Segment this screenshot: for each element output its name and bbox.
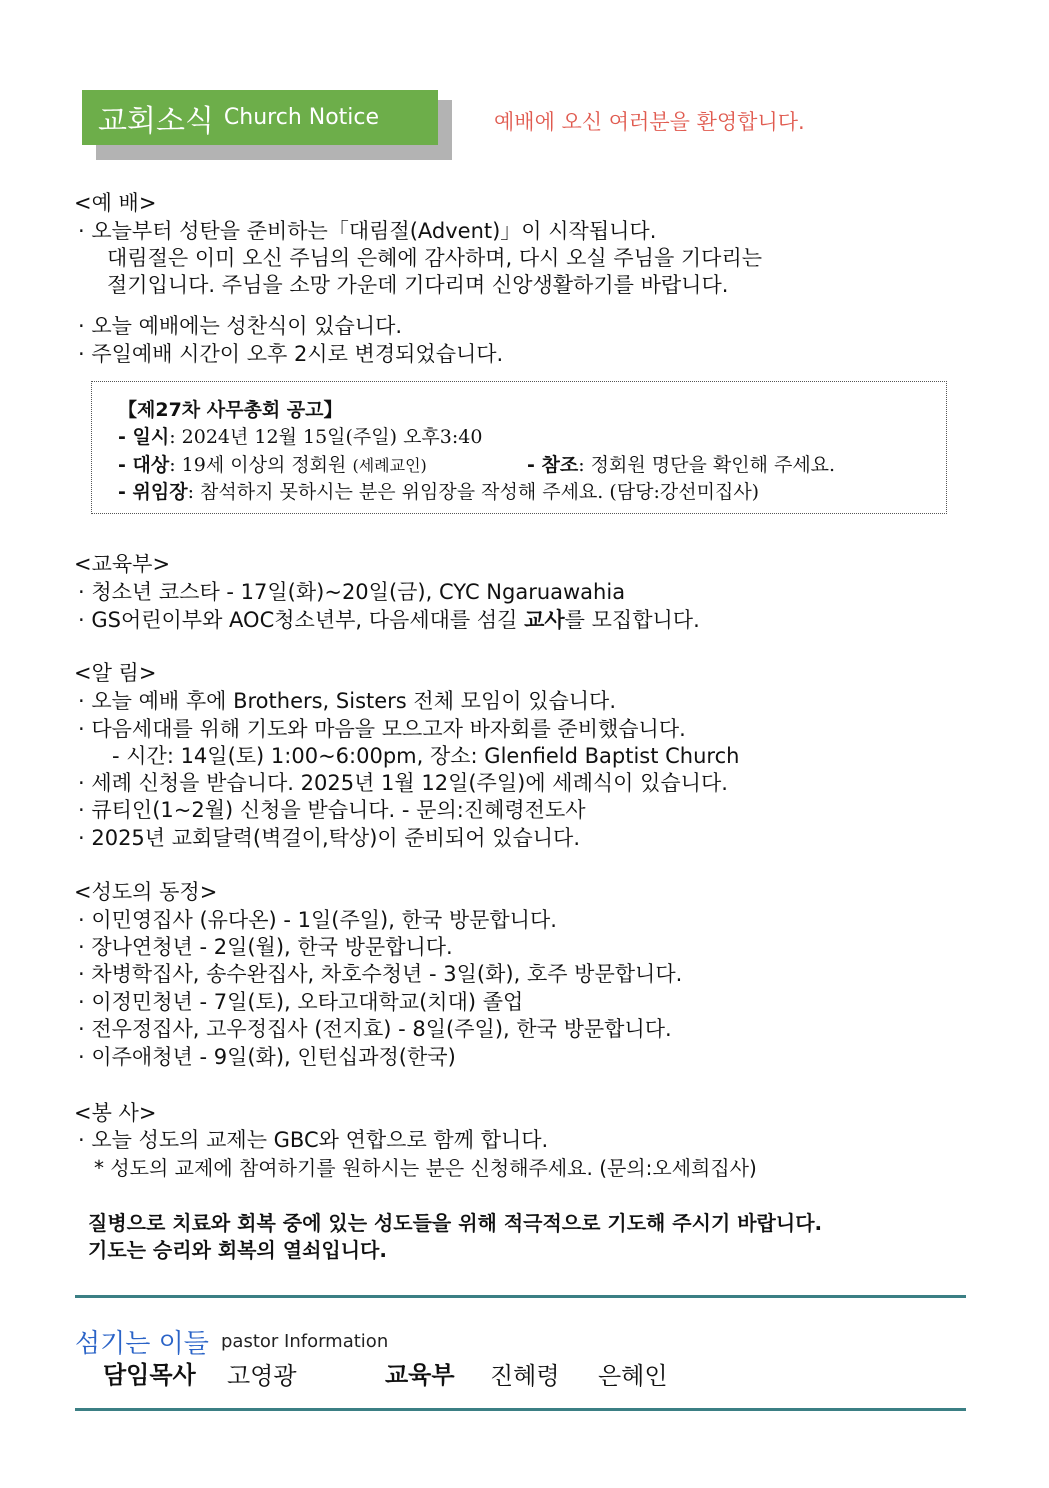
- members-heading: <성도의 동정>: [74, 880, 218, 904]
- member-news-item: · 이정민청년 - 7일(토), 오타고대학교(치대) 졸업: [78, 990, 524, 1014]
- staff-name: 고영광: [227, 1362, 297, 1390]
- service-heading: <봉 사>: [74, 1101, 157, 1125]
- announcement-item: · 다음세대를 위해 기도와 마음을 모으고자 바자회를 준비했습니다.: [78, 717, 686, 741]
- member-news-item: · 차병학집사, 송수완집사, 차호수청년 - 3일(화), 호주 방문합니다.: [78, 962, 683, 986]
- welcome-message: 예배에 오신 여러분을 환영합니다.: [494, 110, 805, 134]
- education-item-bold: 교사: [524, 608, 565, 632]
- education-heading: <교육부>: [74, 552, 171, 576]
- staff-name: 은혜인: [598, 1362, 668, 1390]
- announcement-item: - 시간: 14일(토) 1:00~6:00pm, 장소: Glenfield Baptist Church: [112, 744, 740, 768]
- staff-title: 섬기는 이들: [75, 1329, 209, 1359]
- notice-ref-value: : 정회원 명단을 확인해 주세요.: [578, 454, 836, 476]
- notice-target-value: : 19세 이상의 정회원: [169, 454, 347, 476]
- staff-name: 진혜령: [490, 1362, 560, 1390]
- page-title-english: Church Notice: [223, 105, 380, 130]
- member-news-item: · 이민영집사 (유다온) - 1일(주일), 한국 방문합니다.: [78, 908, 557, 932]
- service-item: · 오늘 성도의 교제는 GBC와 연합으로 함께 합니다.: [78, 1128, 549, 1152]
- page-title: [82, 90, 438, 145]
- member-news-item: · 장나연청년 - 2일(월), 한국 방문합니다.: [78, 935, 453, 959]
- member-news-item: · 이주애청년 - 9일(화), 인턴십과정(한국): [78, 1045, 456, 1069]
- worship-item: · 오늘부터 성탄을 준비하는「대림절(Advent)」이 시작됩니다.: [78, 219, 657, 243]
- notice-date-label: - 일시: [118, 426, 170, 448]
- page-title-korean: 교회소식: [98, 103, 214, 139]
- divider-top: [75, 1295, 966, 1298]
- education-item-text: 를 모집합니다.: [564, 608, 700, 632]
- notice-ref-label: - 참조: [527, 454, 579, 476]
- notice-target-label: - 대상: [118, 454, 170, 476]
- worship-item: · 주일예배 시간이 오후 2시로 변경되었습니다.: [78, 342, 504, 366]
- education-item: [78, 604, 700, 634]
- notice-target: [118, 450, 427, 477]
- education-item: · 청소년 코스타 - 17일(화)~20일(금), CYC Ngaruawahia: [78, 580, 626, 604]
- divider-bottom: [75, 1408, 966, 1411]
- member-news-item: · 전우정집사, 고우정집사 (전지효) - 8일(주일), 한국 방문합니다.: [78, 1017, 672, 1041]
- announcement-item: · 세례 신청을 받습니다. 2025년 1월 12일(주일)에 세례식이 있습니다.: [78, 771, 728, 795]
- notice-target-note: (세례교인): [352, 456, 427, 475]
- worship-item: 대림절은 이미 오신 주님의 은혜에 감사하며, 다시 오실 주님을 기다리는: [107, 246, 763, 270]
- announcement-item: · 오늘 예배 후에 Brothers, Sisters 전체 모임이 있습니다.: [78, 689, 617, 713]
- staff-role-education: 교육부: [385, 1361, 455, 1389]
- education-item-text: · GS어린이부와 AOC청소년부, 다음세대를 섬길: [78, 608, 525, 632]
- notice-date: [118, 422, 482, 449]
- notice-reference: [527, 450, 835, 477]
- notice-title: 【제27차 사무총회 공고】: [118, 399, 343, 421]
- worship-item: · 오늘 예배에는 성찬식이 있습니다.: [78, 314, 403, 338]
- notice-proxy-value: : 참석하지 못하시는 분은 위임장을 작성해 주세요. (담당:강선미집사): [187, 481, 760, 503]
- staff-subtitle: pastor Information: [221, 1331, 389, 1352]
- staff-role-senior-pastor: 담임목사: [103, 1361, 196, 1389]
- notice-proxy: [118, 477, 759, 504]
- prayer-request: 기도는 승리와 회복의 열쇠입니다.: [88, 1238, 387, 1262]
- notice-proxy-label: - 위임장: [118, 481, 188, 503]
- prayer-request: 질병으로 치료와 회복 중에 있는 성도들을 위해 적극적으로 기도해 주시기 바랍니다.: [88, 1211, 823, 1235]
- worship-heading: <예 배>: [74, 191, 157, 215]
- notice-date-value: : 2024년 12월 15일(주일) 오후3:40: [169, 426, 483, 448]
- worship-item: 절기입니다. 주님을 소망 가운데 기다리며 신앙생활하기를 바랍니다.: [107, 273, 729, 297]
- announcements-heading: <알 림>: [74, 661, 157, 685]
- service-item: * 성도의 교제에 참여하기를 원하시는 분은 신청해주세요. (문의:오세희집사): [94, 1156, 757, 1180]
- announcement-item: · 큐티인(1~2월) 신청을 받습니다. - 문의:진혜령전도사: [78, 798, 586, 822]
- announcement-item: · 2025년 교회달력(벽걸이,탁상)이 준비되어 있습니다.: [78, 826, 580, 850]
